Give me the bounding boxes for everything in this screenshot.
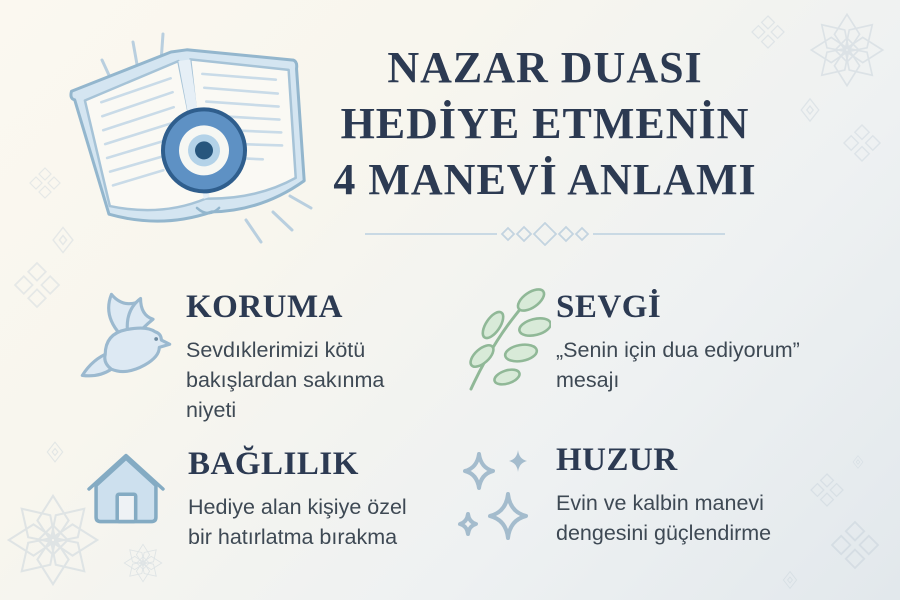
body-line: mesajı <box>556 368 620 392</box>
title-line-1: NAZAR DUASI <box>387 43 703 92</box>
title-line-2: HEDİYE ETMENİN <box>340 99 750 148</box>
body-line: Sevdıklerimizi kötü <box>186 338 366 362</box>
body-line: bir hatırlatma bırakma <box>188 525 398 549</box>
section-sevgi <box>455 283 800 398</box>
section-sevgi-text <box>556 283 800 395</box>
body-line: Evin ve kalbin manevi <box>556 491 764 515</box>
house-icon <box>82 440 188 535</box>
body-line: Hediye alan kişiye özel <box>188 495 407 519</box>
section-koruma-body <box>186 335 384 425</box>
ornamental-divider <box>365 222 725 246</box>
leaf-branch-icon <box>455 283 556 398</box>
body-line: dengesini güçlendirme <box>556 521 772 545</box>
section-huzur-text <box>556 436 771 548</box>
section-sevgi-body <box>556 335 800 395</box>
section-huzur-heading: HUZUR <box>556 442 678 478</box>
section-huzur <box>452 436 771 555</box>
section-koruma-heading: KORUMA <box>186 289 343 325</box>
body-line: niyeti <box>186 398 237 422</box>
page-title <box>330 40 760 208</box>
dove-icon <box>74 283 186 393</box>
open-book-illustration <box>50 22 335 267</box>
title-line-3: 4 MANEVİ ANLAMI <box>333 155 757 204</box>
section-baglilik-heading: BAĞLILIK <box>188 446 359 482</box>
section-baglilik <box>82 440 407 552</box>
section-baglilik-body <box>188 492 407 552</box>
body-line: „Senin için dua ediyorum” <box>556 338 800 362</box>
section-koruma <box>74 283 384 425</box>
section-baglilik-text <box>188 440 407 552</box>
section-sevgi-heading: SEVGİ <box>556 289 662 325</box>
section-koruma-text <box>186 283 384 425</box>
body-line: bakışlardan sakınma <box>186 368 385 392</box>
section-huzur-body <box>556 488 771 548</box>
sparkles-icon <box>452 436 556 555</box>
